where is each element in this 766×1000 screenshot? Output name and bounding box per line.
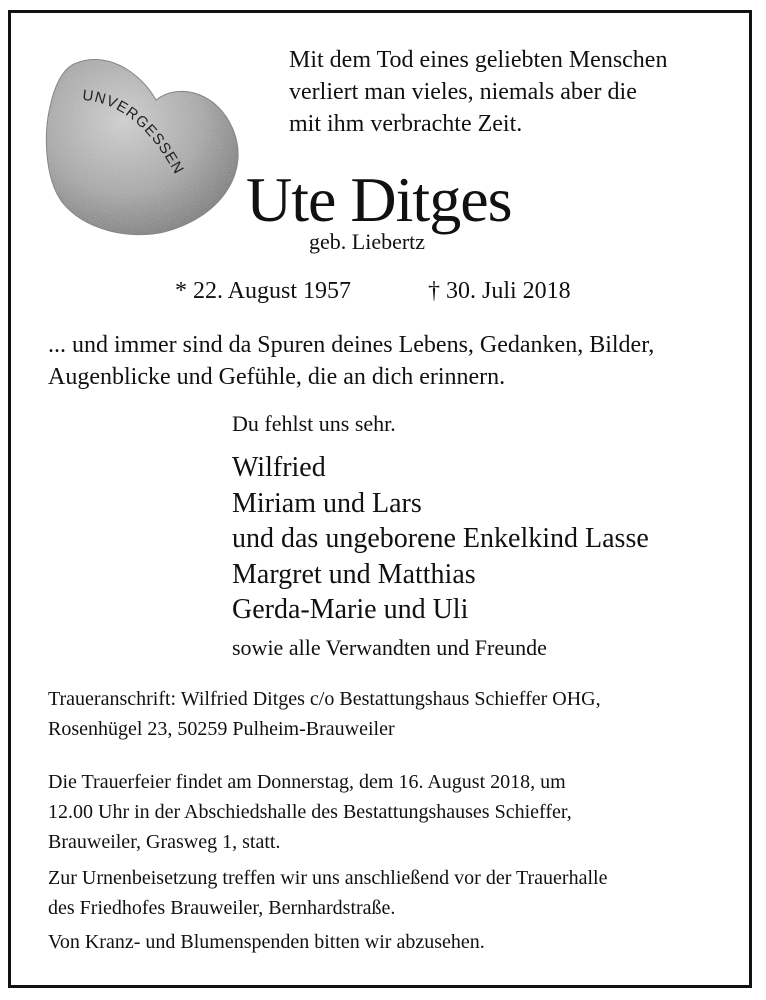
birth-name: geb. Liebertz <box>309 229 426 254</box>
heart-engraving: UNVERGESSEN <box>81 86 188 178</box>
urn-line: Zur Urnenbeisetzung treffen wir uns anschließend vor der Trauerhalle <box>48 867 608 889</box>
quote-line: verliert man vieles, niemals aber die <box>289 79 637 105</box>
poem-line: ... und immer sind da Spuren deines Lebens, Gedanken, Bilder, <box>48 332 655 358</box>
mourner-name: und das ungeborene Enkelkind Lasse <box>232 523 649 554</box>
mourners-list <box>232 450 649 628</box>
ceremony-line: Die Trauerfeier findet am Donnerstag, dem 16. August 2018, um <box>48 771 566 793</box>
deceased-name: Ute Ditges <box>246 164 512 235</box>
quote-line: mit ihm verbrachte Zeit. <box>289 111 523 137</box>
memorial-quote <box>289 44 729 140</box>
ceremony-line: Brauweiler, Grasweg 1, statt. <box>48 831 281 853</box>
mourner-name: Gerda-Marie und Uli <box>232 594 469 625</box>
urn-line: des Friedhofes Brauweiler, Bernhardstraße. <box>48 897 396 919</box>
remembrance-text <box>48 329 738 393</box>
ceremony-line: 12.00 Uhr in der Abschiedshalle des Bestattungshauses Schieffer, <box>48 801 572 823</box>
flowers-note: Von Kranz- und Blumenspenden bitten wir abzusehen. <box>48 931 485 953</box>
mourner-name: Miriam und Lars <box>232 487 422 519</box>
birth-date: * 22. August 1957 <box>175 278 352 304</box>
death-date: † 30. Juli 2018 <box>428 278 571 304</box>
mourning-address <box>48 684 748 744</box>
mourners-intro: Du fehlst uns sehr. <box>232 411 396 436</box>
address-line: Rosenhügel 23, 50259 Pulheim-Brauweiler <box>48 718 395 740</box>
ceremony-paragraph <box>48 767 748 857</box>
relatives-line: sowie alle Verwandten und Freunde <box>232 635 547 660</box>
ceremony-details <box>48 767 748 957</box>
address-line: Traueranschrift: Wilfried Ditges c/o Bestattungshaus Schieffer OHG, <box>48 688 601 710</box>
quote-line: Mit dem Tod eines geliebten Menschen <box>289 47 668 73</box>
poem-line: Augenblicke und Gefühle, die an dich erinnern. <box>48 364 506 390</box>
urn-paragraph <box>48 863 748 923</box>
mourner-name: Margret und Matthias <box>232 558 476 590</box>
stone-heart-icon <box>44 52 244 237</box>
mourner-name: Wilfried <box>232 452 326 483</box>
